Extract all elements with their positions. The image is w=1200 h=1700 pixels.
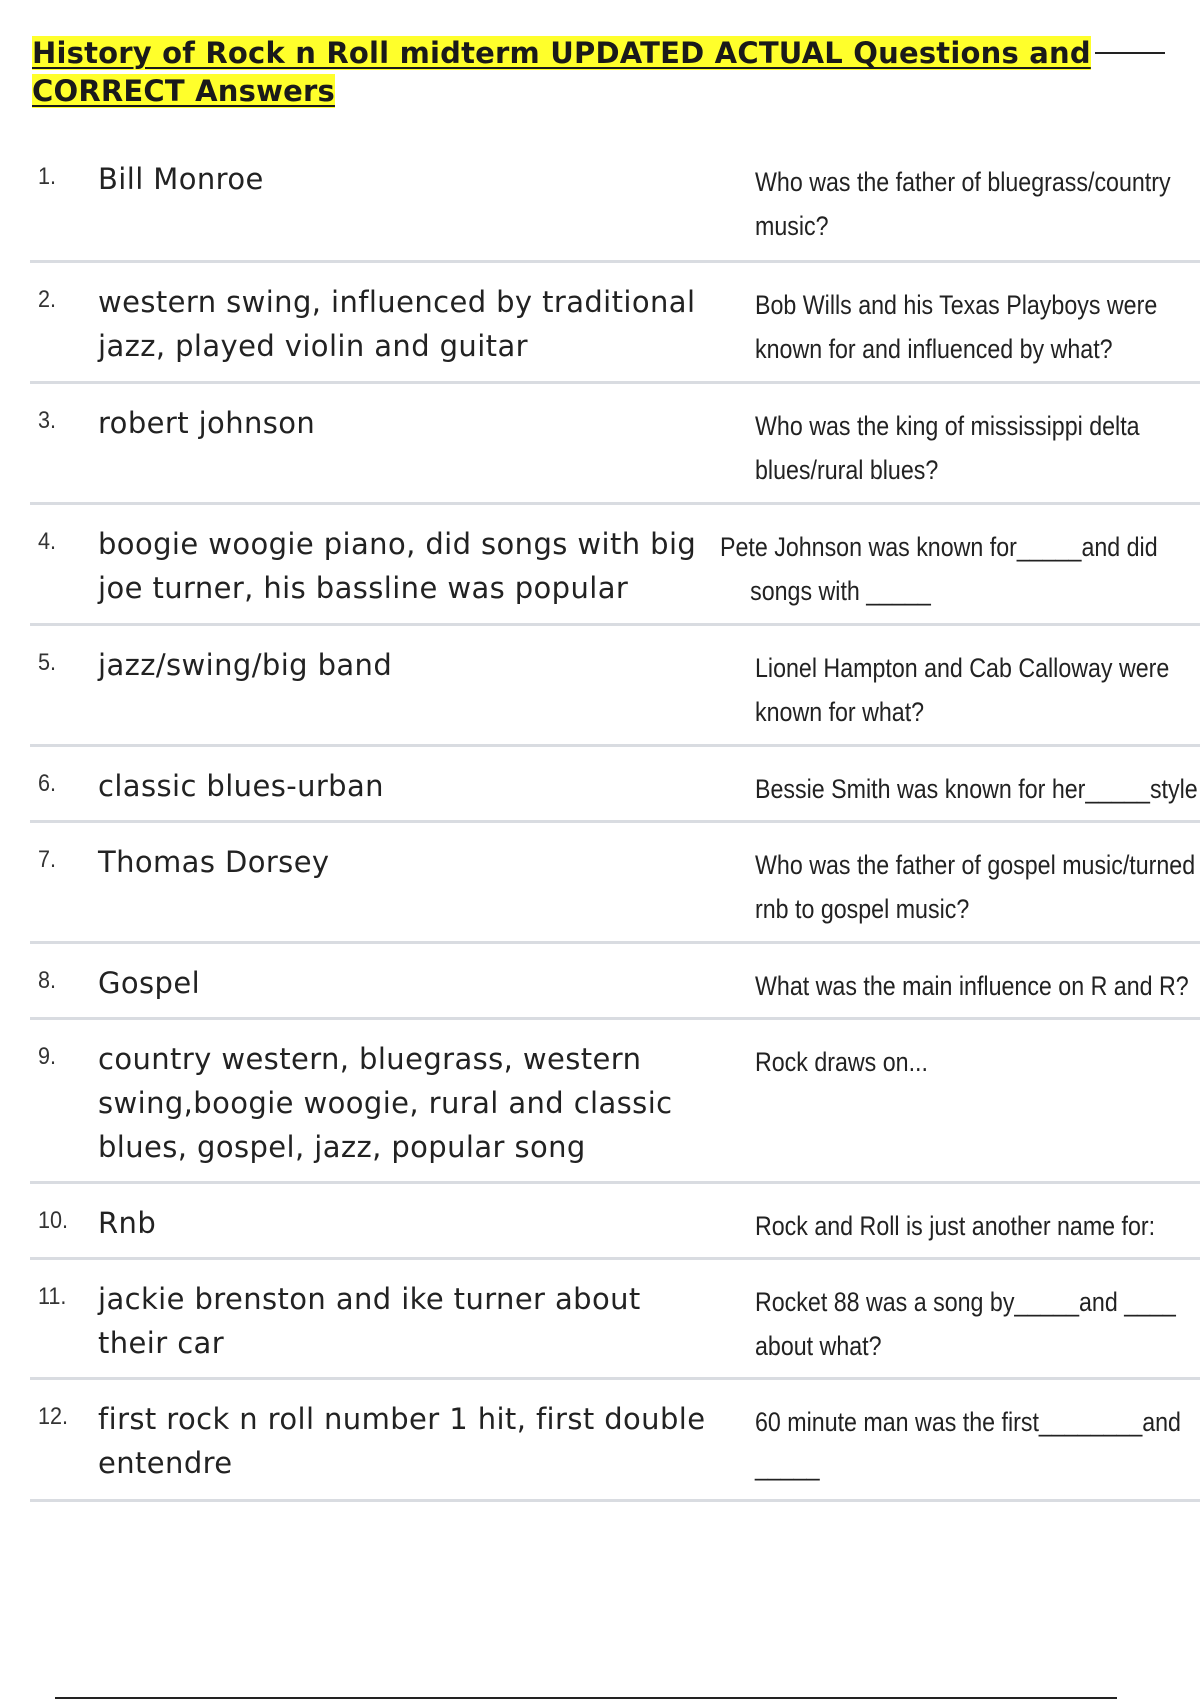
qa-row-9 [30, 1020, 1200, 1184]
title-line-2 [32, 72, 1142, 110]
question-definition [755, 160, 1171, 248]
question-definition [755, 964, 1189, 1008]
qa-row-11 [30, 1260, 1200, 1380]
title-text-2: CORRECT Answers [32, 74, 335, 108]
definition-line-1: Rocket 88 was a song by_____and ____ [755, 1287, 1176, 1317]
answer-term: classic blues-urban [98, 769, 384, 803]
qa-row-10 [30, 1184, 1200, 1260]
qa-row-12 [30, 1380, 1200, 1502]
qa-row-7 [30, 823, 1200, 944]
qa-row-5 [30, 626, 1200, 747]
document-title [32, 34, 1142, 110]
definition-line-1: Rock draws on... [755, 1047, 928, 1077]
question-definition [755, 1204, 1156, 1248]
item-number: 10. [38, 1207, 69, 1234]
answer-term: boogie woogie piano, did songs with big joe turner, his bassline was popular [98, 527, 697, 605]
definition-line-2: about what? [755, 1331, 882, 1361]
item-number: 11. [38, 1283, 67, 1310]
definition-line-1: Lionel Hampton and Cab Calloway were [755, 653, 1170, 683]
answer-term: Bill Monroe [98, 162, 264, 196]
title-rule [1095, 52, 1165, 54]
definition-line-2: music? [755, 211, 829, 241]
definition-line-1: Pete Johnson was known for_____and did [720, 532, 1158, 562]
answer-term: Thomas Dorsey [98, 845, 330, 879]
answer-term: country western, bluegrass, western swing,boogie woogie, rural and classic blues, gospel, jazz, popular song [98, 1042, 673, 1164]
definition-line-2: blues/rural blues? [755, 455, 939, 485]
question-answer-list [30, 140, 1200, 1502]
page-bottom-rule [55, 1697, 1117, 1699]
definition-line-1: Who was the father of gospel music/turned [755, 850, 1196, 880]
item-number: 4. [38, 528, 57, 555]
definition-line-2: known for what? [755, 697, 925, 727]
definition-line-1: Bob Wills and his Texas Playboys were [755, 290, 1158, 320]
definition-line-1: Who was the father of bluegrass/country [755, 167, 1171, 197]
question-definition [755, 1040, 1151, 1084]
qa-row-4 [30, 505, 1200, 626]
definition-line-1: Bessie Smith was known for her_____style [755, 774, 1198, 804]
definition-line-1: Who was the king of mississippi delta [755, 411, 1140, 441]
definition-line-2: rnb to gospel music? [755, 894, 970, 924]
definition-line-1: 60 minute man was the first________and [755, 1407, 1181, 1437]
definition-line-2: _____ [755, 1451, 820, 1481]
item-number: 8. [38, 967, 57, 994]
question-definition [755, 767, 1198, 811]
definition-line-2: songs with _____ [750, 576, 931, 606]
item-number: 6. [38, 770, 57, 797]
question-definition [720, 525, 1158, 613]
question-definition [755, 646, 1170, 734]
question-definition [755, 404, 1151, 492]
qa-row-2 [30, 263, 1200, 384]
title-text-1: History of Rock n Roll midterm UPDATED ACTUAL Questions and [32, 36, 1091, 70]
qa-row-8 [30, 944, 1200, 1020]
question-definition [755, 1280, 1176, 1368]
definition-line-1: What was the main influence on R and R? [755, 971, 1189, 1001]
answer-term: Rnb [98, 1206, 157, 1240]
answer-term: jazz/swing/big band [98, 648, 393, 682]
qa-row-6 [30, 747, 1200, 823]
item-number: 2. [38, 286, 57, 313]
item-number: 3. [38, 407, 57, 434]
definition-line-1: Rock and Roll is just another name for: [755, 1211, 1156, 1241]
item-number: 9. [38, 1043, 57, 1070]
answer-term: robert johnson [98, 406, 316, 440]
qa-row-1 [30, 140, 1200, 263]
qa-row-3 [30, 384, 1200, 505]
question-definition [755, 283, 1158, 371]
answer-term: jackie brenston and ike turner about their car [98, 1282, 641, 1360]
definition-line-2: known for and influenced by what? [755, 334, 1113, 364]
item-number: 5. [38, 649, 57, 676]
question-definition [755, 843, 1196, 931]
answer-term: western swing, influenced by traditional jazz, played violin and guitar [98, 285, 696, 363]
answer-term: Gospel [98, 966, 201, 1000]
item-number: 12. [38, 1403, 69, 1430]
question-definition [755, 1400, 1181, 1488]
item-number: 1. [38, 163, 57, 190]
title-line-1 [32, 34, 1142, 72]
answer-term: first rock n roll number 1 hit, first double entendre [98, 1402, 706, 1480]
item-number: 7. [38, 846, 57, 873]
